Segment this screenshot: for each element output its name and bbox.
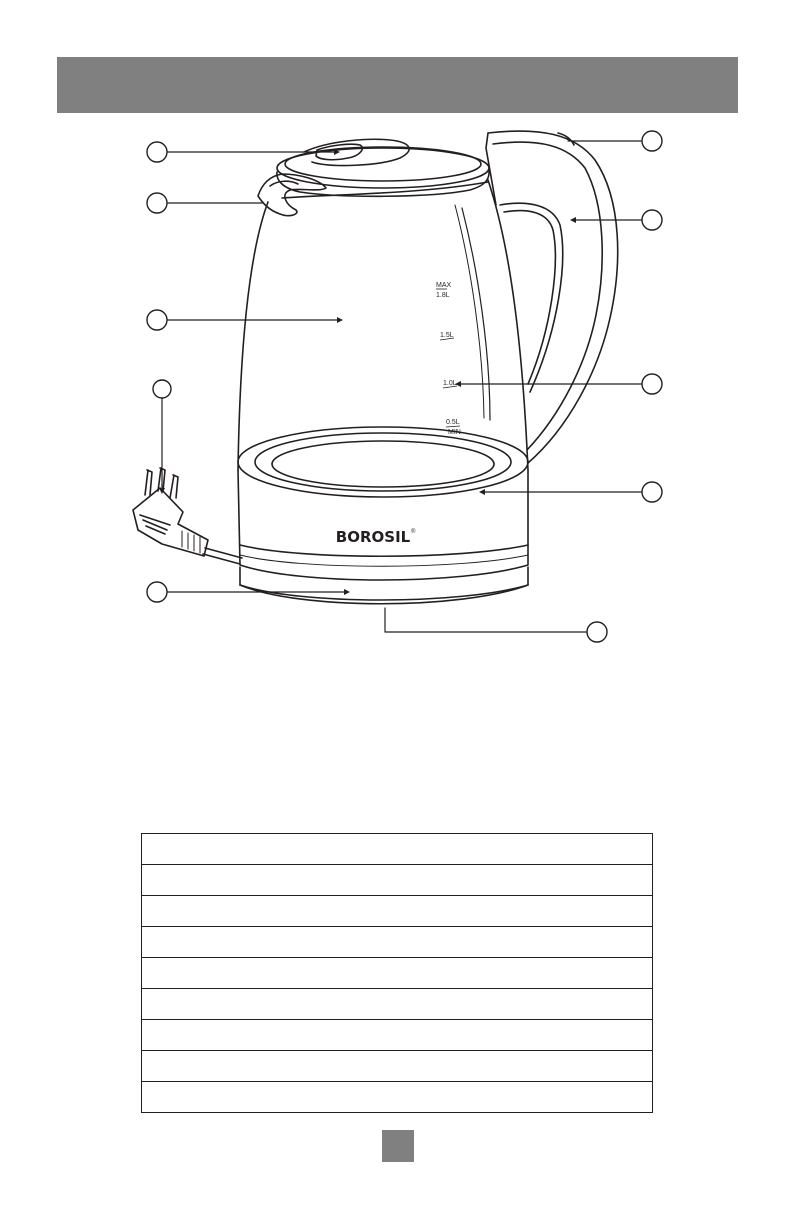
callout-10 [587, 622, 607, 642]
table-row [142, 896, 653, 927]
lid [277, 139, 489, 196]
table-row [142, 834, 653, 865]
page-number [382, 1130, 414, 1162]
table-cell [142, 1020, 653, 1051]
brand-name: BOROSIL [335, 528, 411, 546]
scale-min-label: MIN [448, 429, 461, 436]
callout-1 [147, 142, 167, 162]
handle-outline [486, 131, 618, 463]
brand-registered-mark: ® [411, 529, 416, 535]
table-cell [142, 896, 653, 927]
water-level-scale [436, 282, 461, 436]
base-ring [238, 427, 528, 580]
table-row [142, 989, 653, 1020]
spout [258, 174, 326, 216]
table-cell [142, 927, 653, 958]
table-row [142, 1082, 653, 1113]
scale-1.8l-label: 1.8L [436, 292, 450, 299]
callout-leaders [162, 141, 641, 632]
callout-6 [642, 131, 662, 151]
callout-5 [147, 582, 167, 602]
table-cell [142, 1051, 653, 1082]
parts-table [141, 833, 653, 1113]
callout-9 [642, 482, 662, 502]
section-header-bar [57, 57, 738, 113]
table-cell [142, 834, 653, 865]
brand-logo [336, 528, 416, 546]
callout-3 [147, 310, 167, 330]
table-cell [142, 958, 653, 989]
table-cell [142, 1082, 653, 1113]
scale-1.0l-label: 1.0L [443, 380, 457, 387]
scale-0.5l-label: 0.5L [446, 419, 460, 426]
power-base [240, 567, 528, 604]
kettle-diagram [0, 120, 795, 650]
scale-1.5l-label: 1.5L [440, 332, 454, 339]
table-cell [142, 865, 653, 896]
callout-7 [642, 210, 662, 230]
table-row [142, 865, 653, 896]
callout-8 [642, 374, 662, 394]
table-row [142, 958, 653, 989]
table-row [142, 1051, 653, 1082]
table-cell [142, 989, 653, 1020]
scale-max-label: MAX [436, 282, 452, 289]
callout-2 [147, 193, 167, 213]
table-row [142, 1020, 653, 1051]
callout-4 [153, 380, 171, 398]
power-cord-plug [133, 468, 242, 564]
table-row [142, 927, 653, 958]
